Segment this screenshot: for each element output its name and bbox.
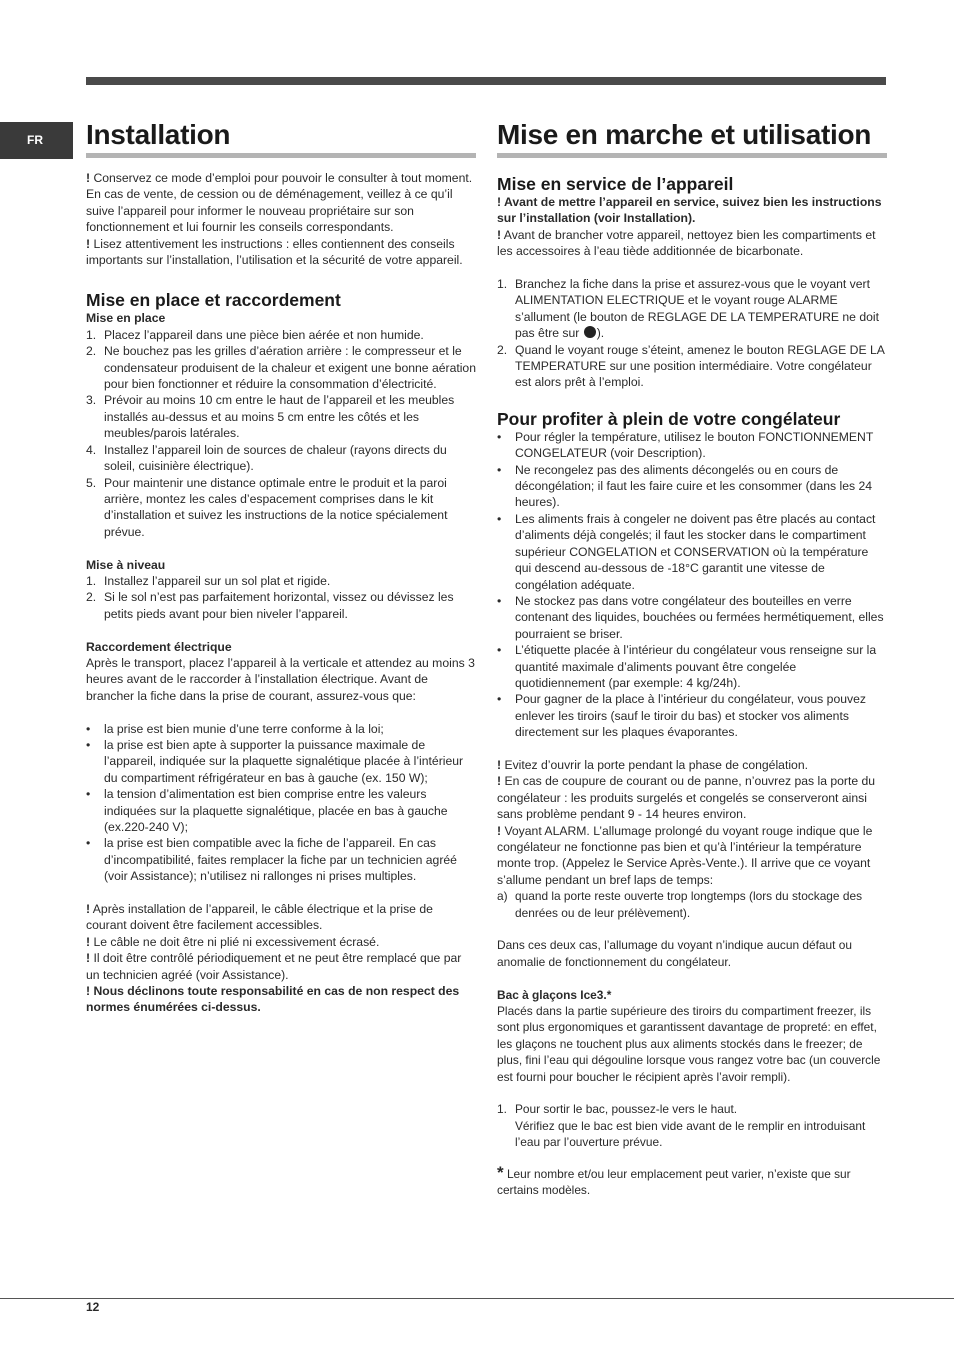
ice-steps bbox=[497, 1101, 887, 1150]
list-item: 4. Installez l’appareil loin de sources de chaleur (rayons directs du soleil, cuisinière électrique). bbox=[86, 442, 447, 474]
page-number: 12 bbox=[86, 1300, 100, 1314]
note-cable-check: ! Il doit être contrôlé périodiquement et ne peut être remplacé que par un technicien agréé (voir Assistance). bbox=[86, 951, 462, 982]
section-title-congelateur: Pour profiter à plein de votre congélateur bbox=[497, 408, 841, 429]
list-item: 2. Ne bouchez pas les grilles d’aération arrière : le compresseur et le condensateur produisent de la chaleur et exigent une bonne aération pour bien fonctionner et réduire la consommation d’électricité. bbox=[86, 344, 476, 392]
section-title-mise-en-service: Mise en service de l’appareil bbox=[497, 174, 734, 194]
list-item: 1. Installez l’appareil sur un sol plat et rigide. bbox=[86, 573, 331, 588]
language-tab: FR bbox=[0, 122, 73, 159]
footer-rule bbox=[0, 1298, 954, 1299]
tip-power-cut: ! En cas de coupure de courant ou de panne, n’ouvrez pas la porte du congélateur : les produits surgelés et congelés se conserveront ainsi sans problème pendant 9 - 14 heures environ. bbox=[497, 774, 876, 822]
list-item: • L’étiquette placée à l’intérieur du congélateur vous renseigne sur la quantité maximale d’aliments pouvant être congelée quotidiennement (par exemple: 4 kg/24h). bbox=[497, 643, 877, 690]
liability-note: ! Nous déclinons toute responsabilité en cas de non respect des normes énumérées ci-dessus. bbox=[86, 984, 460, 1015]
placement-list bbox=[86, 327, 476, 540]
list-item: 1. Pour sortir le bac, poussez-le vers le haut. Vérifiez que le bac est bien vide avant de le remplir en introduisant l’eau par l’ouverture prévue. bbox=[497, 1102, 866, 1150]
subsection-title-niveau: Mise à niveau bbox=[86, 557, 166, 572]
subsection-title-electrique: Raccordement électrique bbox=[86, 639, 232, 654]
intro-paragraph-2: ! Lisez attentivement les instructions : elles contiennent des conseils importants sur l’installation, l’utilisation et la sécurité de votre appareil. bbox=[86, 236, 463, 268]
list-item: 2. Quand le voyant rouge s’éteint, amenez le bouton REGLAGE DE LA TEMPERATURE sur une position intermédiaire. Votre congélateur est alors prêt à l’emploi. bbox=[497, 342, 885, 390]
subsection-title-mise-en-place: Mise en place bbox=[86, 311, 166, 326]
electrical-checklist bbox=[86, 721, 476, 885]
filled-circle-icon bbox=[584, 326, 596, 338]
list-item: • Pour gagner de la place à l’intérieur du congélateur, vous pouvez enlever les tiroirs (sauf le tiroir du bas) et stocker vos aliments directement sur les plaques évaporantes. bbox=[497, 692, 866, 740]
installation-column bbox=[86, 118, 476, 1016]
leveling-list bbox=[86, 573, 476, 622]
note-cable-fold: ! Le câble ne doit être ni plié ni excessivement écrasé. bbox=[86, 934, 380, 949]
subsection-title-ice: Bac à glaçons Ice3.* bbox=[497, 987, 612, 1002]
electrical-paragraph: Après le transport, placez l’appareil à la verticale et attendez au moins 3 heures avant de le raccorder à l’installation électrique. Avant de brancher la fiche dans la prise de courant, assurez-vous que: bbox=[86, 655, 475, 703]
tip-alarm: ! Voyant ALARM. L’allumage prolongé du voyant rouge indique que le congélateur ne fonctionne pas bien et qu’à l’intérieur la température monte trop. (Appelez le Service Après-Vente.). Il arrive que ce voyant s’allume pendant un bref laps de temps: bbox=[497, 823, 873, 887]
alarm-conclusion: Dans ces deux cas, l’allumage du voyant n’indique aucun défaut ou anomalie de fonctionnement du congélateur. bbox=[497, 938, 852, 969]
list-item: 1. Branchez la fiche dans la prise et assurez-vous que le voyant vert ALIMENTATION ELECTRIQUE et le voyant rouge ALARME s’allument (le bouton de REGLAGE DE LA TEMPERATURE ne doit pas être sur ). bbox=[497, 277, 879, 341]
note-cable-access: ! Après installation de l’appareil, le câble électrique et la prise de courant doivent être facilement accessibles. bbox=[86, 902, 433, 933]
list-item: • Ne recongelez pas des aliments décongelés ou en cours de décongélation; il faut les faire cuire et les consommer (dans les 24 heures). bbox=[497, 462, 873, 510]
freezer-tips-list bbox=[497, 429, 887, 741]
header-rule bbox=[86, 77, 886, 85]
list-item: 3. Prévoir au moins 10 cm entre le haut de l’appareil et les meubles installés au-dessus et au moins 5 cm entre les côtés et les meubles/parois latérales. bbox=[86, 393, 455, 441]
list-item: 5. Pour maintenir une distance optimale entre le produit et la paroi arrière, montez les cales d’espacement comprises dans le kit d’installation et suivez les instructions de la notice spécialement prévue. bbox=[86, 475, 448, 539]
list-item: • Les aliments frais à congeler ne doivent pas être placés au contact d’aliments déjà congelés; il faut les stocker dans le compartiment supérieur CONGELATION et CONSERVATION où la température qui descend au-dessous de -18°C garantit une vitesse de congélation adéquate. bbox=[497, 511, 876, 592]
list-item: • la prise est bien apte à supporter la puissance maximale de l’appareil, indiquée sur la plaquette signalétique placée à l’intérieur du compartiment réfrigérateur en bas à gauche (ex. 150 W); bbox=[86, 737, 464, 785]
operation-title: Mise en marche et utilisation bbox=[497, 118, 887, 158]
list-item: • la prise est bien compatible avec la fiche de l’appareil. En cas d’incompatibilité, faites remplacer la fiche par un technicien agréé (voir Assistance); n’utilisez ni rallonges ni prises multiples. bbox=[86, 836, 457, 884]
operation-column bbox=[497, 118, 887, 1198]
list-item: • la prise est bien munie d’une terre conforme à la loi; bbox=[86, 721, 384, 736]
warning-cleaning: ! Avant de brancher votre appareil, nettoyez bien les compartiments et les accessoires à l’eau tiède additionnée de bicarbonate. bbox=[497, 227, 876, 259]
ice-paragraph: Placés dans la partie supérieure des tiroirs du compartiment freezer, ils sont plus ergonomiques et garantissent davantage de propreté: en effet, les glaçons ne touchent plus aux aliments stockés dans le freezer; de plus, fini l’eau qui dégouline lorsque vous rangez votre bac (un couvercle est fourni pour boucher le récipient après l’avoir rempli). bbox=[497, 1004, 881, 1084]
tip-door: ! Evitez d’ouvrir la porte pendant la phase de congélation. bbox=[497, 757, 808, 772]
list-item: • Pour régler la température, utilisez le bouton FONCTIONNEMENT CONGELATEUR (voir Description). bbox=[497, 429, 874, 461]
installation-title: Installation bbox=[86, 118, 476, 158]
alarm-cases bbox=[497, 888, 887, 921]
section-title-placement: Mise en place et raccordement bbox=[86, 290, 341, 311]
list-item: 1. Placez l’appareil dans une pièce bien aérée et non humide. bbox=[86, 327, 424, 342]
list-item: • Ne stockez pas dans votre congélateur des bouteilles en verre contenant des liquides, bouchées ou fermées hermétiquement, elles pourraient se briser. bbox=[497, 593, 884, 641]
list-item: • la tension d’alimentation est bien comprise entre les valeurs indiquées sur la plaquette signalétique, placée en bas à gauche (ex.220-240 V); bbox=[86, 787, 448, 834]
startup-steps bbox=[497, 276, 887, 391]
warning-installation: ! Avant de mettre l’appareil en service, suivez bien les instructions sur l’installation (voir Installation). bbox=[497, 195, 882, 226]
intro-paragraph-1: ! Conservez ce mode d’emploi pour pouvoir le consulter à tout moment. En cas de vente, de cession ou de déménagement, veillez à ce qu’il suive l’appareil pour informer le nouveau propriétaire sur son fonctionnement et lui fournir les conseils correspondants. bbox=[86, 171, 473, 235]
list-item: 2. Si le sol n’est pas parfaitement horizontal, vissez ou dévissez les petits pieds avant pour bien niveler l’appareil. bbox=[86, 590, 454, 621]
list-item: a) quand la porte reste ouverte trop longtemps (lors du stockage des denrées ou de leur prélèvement). bbox=[497, 889, 863, 920]
footnote: * Leur nombre et/ou leur emplacement peut varier, n’existe que sur certains modèles. bbox=[497, 1162, 851, 1198]
